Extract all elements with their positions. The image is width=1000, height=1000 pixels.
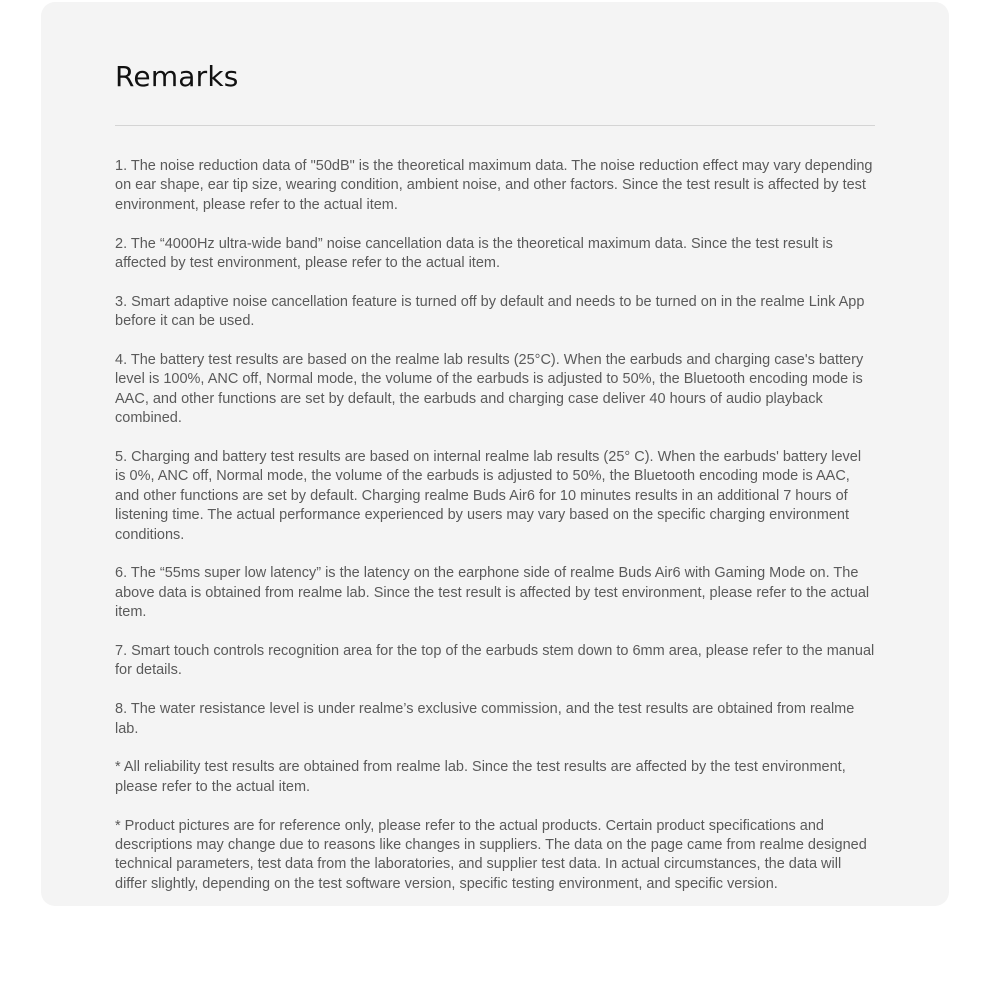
remarks-card <box>41 2 949 906</box>
remark-item: 1. The noise reduction data of "50dB" is the theoretical maximum data. The noise reduction effect may vary depending on ear shape, ear tip size, wearing condition, ambient noise, and other factors. Since the test result is affected by test environment, please refer to the actual item. <box>115 158 873 213</box>
remark-item: * Product pictures are for reference only, please refer to the actual products. Certain product specifications and descriptions may change due to reasons like changes in suppliers. The data on the page came from realme designed technical parameters, test data from the laboratories, and supplier test data. In actual circumstances, the data will differ slightly, depending on the test software version, specific testing environment, and specific version. <box>115 817 867 892</box>
remark-item: 3. Smart adaptive noise cancellation feature is turned off by default and needs to be turned on in the realme Link App before it can be used. <box>115 293 865 330</box>
title-divider <box>115 125 875 126</box>
remark-item: 5. Charging and battery test results are based on internal realme lab results (25° C). When the earbuds' battery level is 0%, ANC off, Normal mode, the volume of the earbuds is adjusted to 50%, the Bluetooth encoding mode is AAC, and other functions are set by default. Charging realme Buds Air6 for 10 minutes results in an additional 7 hours of listening time. The actual performance experienced by users may vary based on the specific charging environment conditions. <box>115 449 862 543</box>
remarks-title: Remarks <box>115 60 239 93</box>
remark-item: 4. The battery test results are based on the realme lab results (25°C). When the earbuds and charging case's battery level is 100%, ANC off, Normal mode, the volume of the earbuds is adjusted to 50%, the Bluetooth encoding mode is AAC, and other functions are set by default, the earbuds and charging case deliver 40 hours of audio playback combined. <box>115 352 864 427</box>
remark-item: 7. Smart touch controls recognition area for the top of the earbuds stem down to 6mm area, please refer to the manual for details. <box>115 643 875 679</box>
remarks-list <box>115 157 875 914</box>
remark-item: 2. The “4000Hz ultra-wide band” noise cancellation data is the theoretical maximum data. Since the test result is affected by test environment, please refer to the actual item. <box>115 235 833 272</box>
remark-item: 6. The “55ms super low latency” is the latency on the earphone side of realme Buds Air6 with Gaming Mode on. The above data is obtained from realme lab. Since the test result is affected by test environment, please refer to the actual item. <box>115 565 870 621</box>
remark-item: * All reliability test results are obtained from realme lab. Since the test results are affected by the test environment, please refer to the actual item. <box>115 759 846 795</box>
remark-item: 8. The water resistance level is under realme’s exclusive commission, and the test results are obtained from realme lab. <box>115 701 855 737</box>
